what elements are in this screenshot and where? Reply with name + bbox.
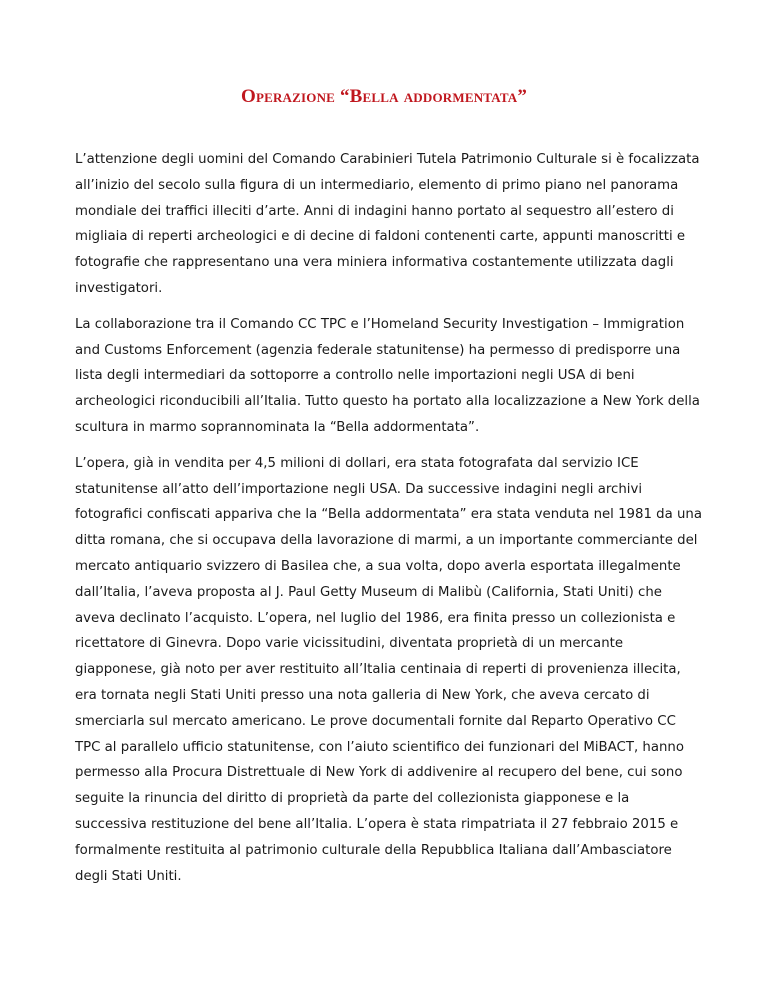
document-body [75,147,703,899]
paragraph-2: La collaborazione tra il Comando CC TPC e l’Homeland Security Investigation – Immigration and Customs Enforcement (agenzia federale statunitense) ha permesso di predisporre una lista degli intermediari da sottoporre a controllo nelle importazioni negli USA di beni archeologici riconducibili all’Italia. Tutto questo ha portato alla localizzazione a New York della scultura in marmo soprannominata la “Bella addormentata”. [75,316,700,435]
paragraph-1: L’attenzione degli uomini del Comando Carabinieri Tutela Patrimonio Culturale si è focalizzata all’inizio del secolo sulla figura di un intermediario, elemento di primo piano nel panorama mondiale dei traffici illeciti d’arte. Anni di indagini hanno portato al sequestro all’estero di migliaia di reperti archeologici e di decine di faldoni contenenti carte, appunti manoscritti e fotografie che rappresentano una vera miniera informativa costantemente utilizzata dagli investigatori. [75,152,700,296]
document-title: Operazione “Bella addormentata” [240,86,528,107]
paragraph-3: L’opera, già in vendita per 4,5 milioni di dollari, era stata fotografata dal servizio ICE statunitense all’atto dell’importazione negli USA. Da successive indagini negli archivi fotografici confiscati appariva che la “Bella addormentata” era stata venduta nel 1981 da una ditta romana, che si occupava della lavorazione di marmi, a un importante commerciante del mercato antiquario svizzero di Basilea che, a sua volta, dopo averla esportata illegalmente dall’Italia, l’aveva proposta al J. Paul Getty Museum di Malibù (California, Stati Uniti) che aveva declinato l’acquisto. L’opera, nel luglio del 1986, era finita presso un collezionista e ricettatore di Ginevra. Dopo varie vicissitudini, diventata proprietà di un mercante giapponese, già noto per aver restituito all’Italia centinaia di reperti di provenienza illecita, era tornata negli Stati Uniti presso una nota galleria di New York, che aveva cercato di smerciarla sul mercato americano. Le prove documentali fornite dal Reparto Operativo CC TPC al parallelo ufficio statunitense, con l’aiuto scientifico dei funzionari del MiBACT, hanno permesso alla Procura Distrettuale di New York di addivenire al recupero del bene, cui sono seguite la rinuncia del diritto di proprietà da parte del collezionista giapponese e la successiva restituzione del bene all’Italia. L’opera è stata rimpatriata il 27 febbraio 2015 e formalmente restituita al patrimonio culturale della Repubblica Italiana dall’Ambasciatore degli Stati Uniti. [75,455,702,884]
